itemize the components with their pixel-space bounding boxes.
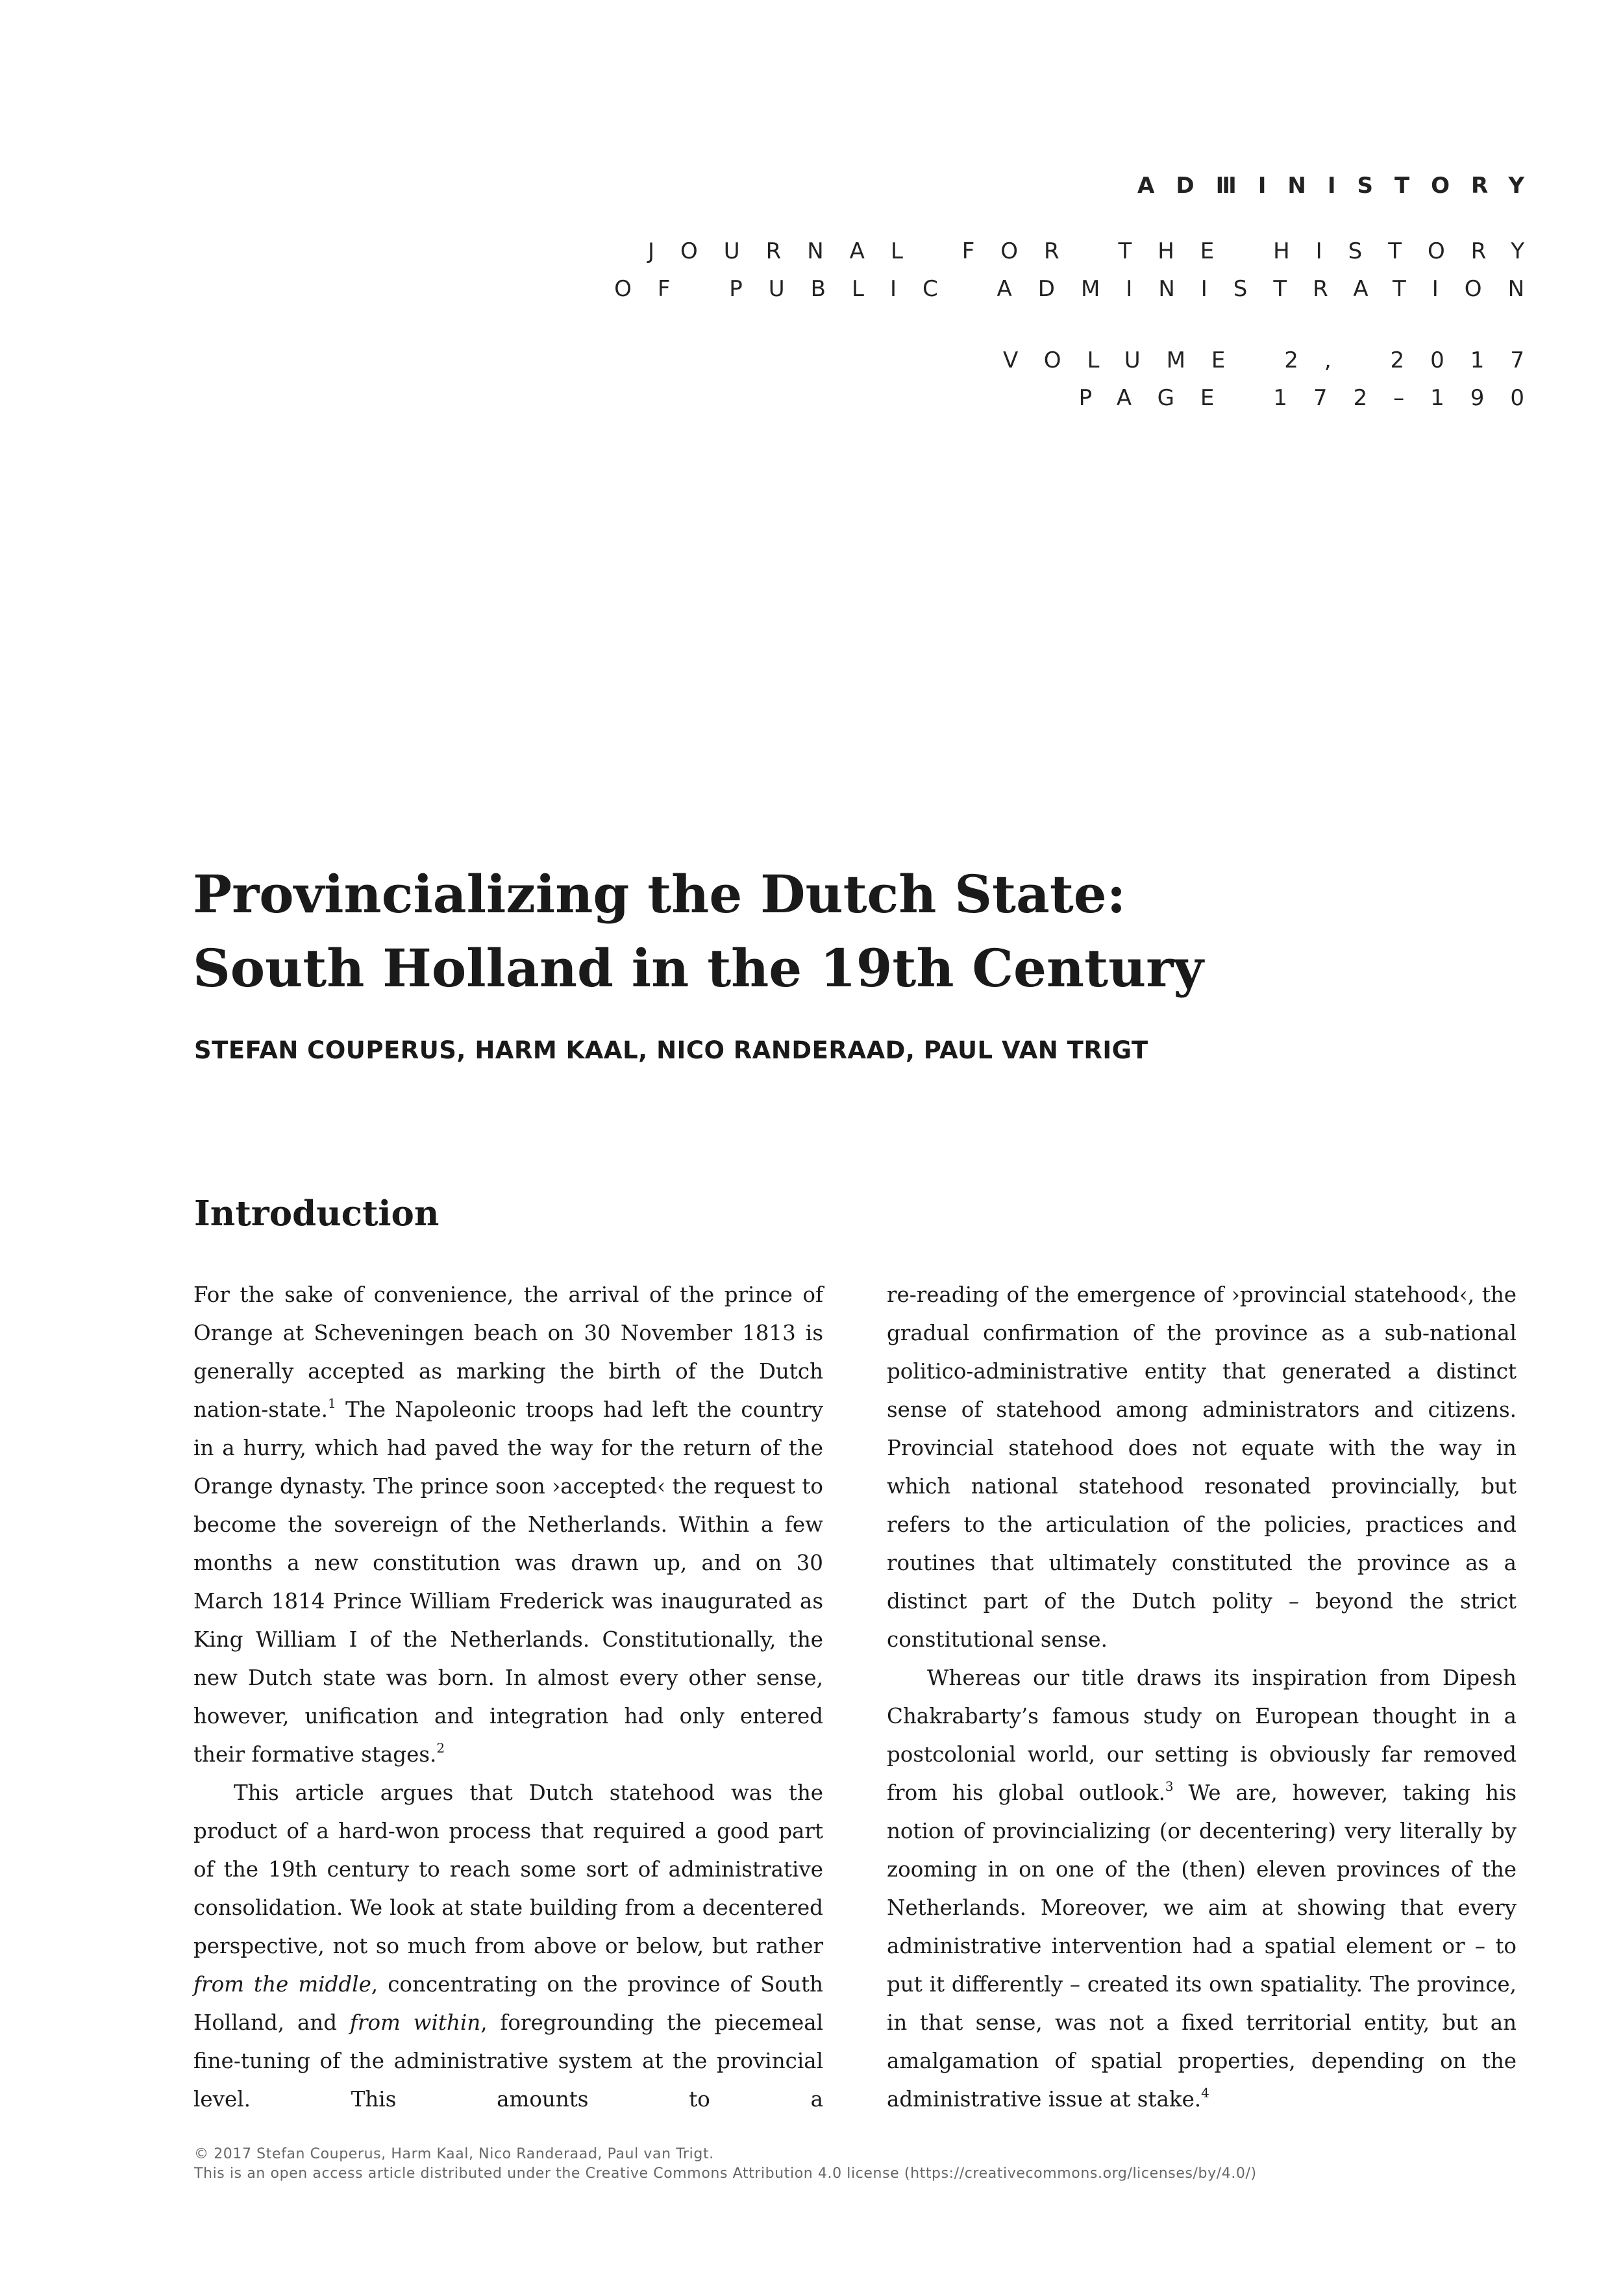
journal-header <box>551 170 1550 417</box>
paragraph-1-text-b: The Napoleonic troops had left the country in a hurry, which had paved the way for the return of the Orange dynasty. The prince soon ›accepted‹ the request to become the sovereign of the Netherlands. Within a few months a new constitution was drawn up, and on 30 March 1814 Prince William Frederick was inaugurated as King William I of the Netherlands. Constitutionally, the new Dutch state was born. In almost every other sense, however, unification and integration had only entered their formative stages. <box>193 1397 823 1767</box>
paragraph-3-text-b: We are, however, taking his notion of provincializing (or decentering) very literally by zooming in on one of the (then) eleven provinces of the Netherlands. Moreover, we aim at showing that every administrative intervention had a spatial element or – to put it differently – created its own spatiality. The province, in that sense, was not a fixed territorial entity, but an amalgamation of spatial properties, depending on the administrative issue at stake. <box>887 1780 1517 2112</box>
journal-subtitle-line-2: OF PUBLIC ADMINISTRATION <box>614 276 1550 302</box>
body-column-left <box>193 1276 823 2119</box>
paragraph-2-text-c-continued: re-reading of the emergence of ›provincial statehood‹, the gradual confirmation of the province as a sub-national politico-administrative entity that generated a distinct sense of statehood among administrators and citizens. Provincial statehood does not equate with the way in which national statehood resonated provincially, but refers to the articulation of the policies, practices and routines that ultimately constituted the province as a distinct part of the Dutch polity – beyond the strict constitutional sense. <box>887 1282 1517 1652</box>
article-title-line-2: South Holland in the 19th Century <box>193 938 1204 999</box>
paragraph-2-text-a: This article argues that Dutch statehood was the product of a hard-won process that required a good part of the 19th century to reach some sort of administrative consolidation. We look at state building from a decentered perspective, not so much from above or below, but rather <box>193 1780 823 1958</box>
footnote-ref-1[interactable]: 1 <box>327 1395 336 1411</box>
journal-volume: VOLUME 2, 2017 <box>1003 347 1550 373</box>
journal-brand: ADⅢINISTORY <box>1137 173 1546 199</box>
body-column-right <box>887 1276 1517 2119</box>
paragraph-2-text-b: , concentrating on the province of South Holland, and <box>193 1972 823 2035</box>
footer-license: This is an open access article distributed under the Creative Commons Attribution 4.0 license (https://creativecommons.org/licenses/by/4.0/) <box>194 2165 1257 2182</box>
section-heading-introduction: Introduction <box>194 1193 440 1234</box>
article-title-line-1: Provincializing the Dutch State: <box>193 864 1126 925</box>
article-authors: STEFAN COUPERUS, HARM KAAL, NICO RANDERAAD, PAUL VAN TRIGT <box>194 1036 1148 1064</box>
paragraph-2-continued <box>887 1276 1517 1659</box>
paragraph-3 <box>887 1659 1517 2119</box>
footnote-ref-3[interactable]: 3 <box>1165 1778 1174 1794</box>
journal-volume-info <box>551 342 1550 417</box>
footer-copyright: © 2017 Stefan Couperus, Harm Kaal, Nico Randeraad, Paul van Trigt. <box>194 2146 714 2162</box>
paragraph-3-text-a: Whereas our title draws its inspiration from Dipesh Chakrabarty’s famous study on European thought in a postcolonial world, our setting is obviously far removed from his global outlook. <box>887 1666 1517 1805</box>
paragraph-2 <box>193 1774 823 2119</box>
paragraph-2-emphasis-1: from the middle <box>193 1972 371 1997</box>
journal-subtitle-line-1: JOURNAL FOR THE HISTORY <box>647 238 1550 264</box>
footnote-ref-2[interactable]: 2 <box>436 1740 445 1756</box>
footer <box>194 2145 1428 2184</box>
journal-pages: PAGE 172–190 <box>1078 385 1550 411</box>
paragraph-1 <box>193 1276 823 1774</box>
paragraph-2-emphasis-2: from within <box>349 2010 481 2035</box>
article-title <box>193 857 1426 1005</box>
journal-subtitle <box>551 232 1550 308</box>
paragraph-1-text-a: For the sake of convenience, the arrival of the prince of Orange at Scheveningen beach on 30 November 1813 is generally accepted as marking the birth of the Dutch nation-state. <box>193 1282 823 1422</box>
paragraph-2-text-c: , foregrounding the piecemeal fine-tuning of the administrative system at the provincial level. This amounts to a <box>193 2010 824 2112</box>
footnote-ref-4[interactable]: 4 <box>1201 2085 1209 2101</box>
